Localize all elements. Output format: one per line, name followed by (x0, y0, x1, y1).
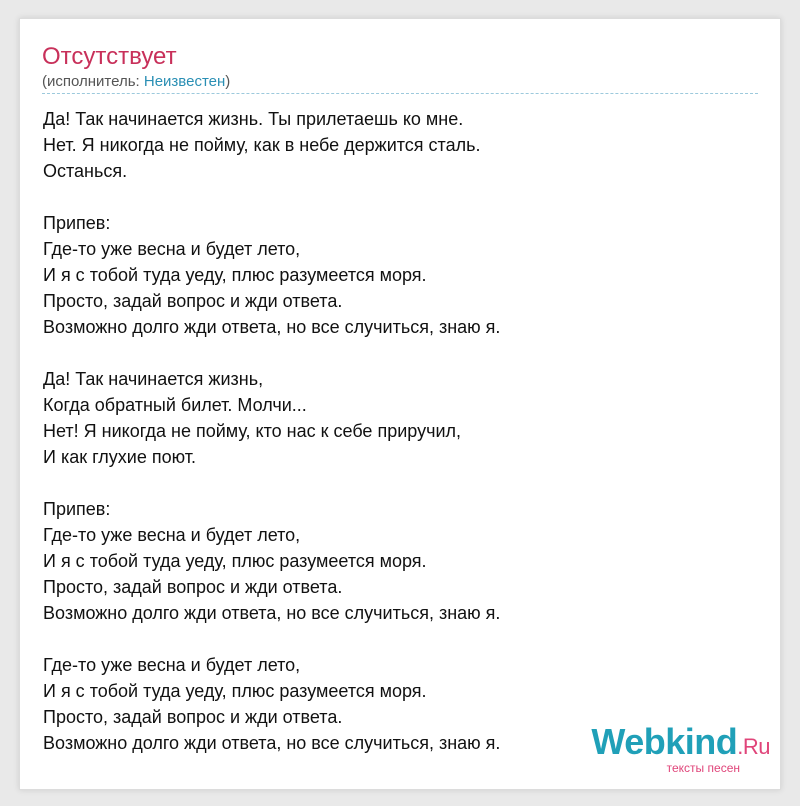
lyric-line: Да! Так начинается жизнь. Ты прилетаешь ко мне. (43, 109, 464, 129)
stanza-gap (43, 184, 500, 210)
artist-prefix: (исполнитель: (42, 73, 144, 90)
lyric-line: Нет! Я никогда не пойму, кто нас к себе приручил, (43, 421, 461, 441)
webkind-logo[interactable] (591, 721, 770, 775)
logo-tld: .Ru (737, 734, 770, 759)
lyric-line: Нет. Я никогда не пойму, как в небе держится сталь. (43, 135, 481, 155)
lyric-line: Просто, задай вопрос и жди ответа. (43, 707, 343, 727)
lyrics-text (43, 106, 500, 756)
divider (42, 93, 758, 94)
lyric-line: Припев: (43, 213, 111, 233)
lyrics-card (19, 18, 781, 790)
stanza-gap (43, 470, 500, 496)
artist-suffix: ) (225, 73, 231, 90)
lyric-line: Просто, задай вопрос и жди ответа. (43, 291, 343, 311)
lyric-line: Возможно долго жди ответа, но все случиться, знаю я. (43, 733, 501, 753)
stanza-gap (43, 340, 500, 366)
lyric-line: Останься. (43, 161, 128, 181)
lyric-line: Возможно долго жди ответа, но все случиться, знаю я. (43, 603, 501, 623)
logo-tagline: тексты песен (666, 761, 740, 775)
stanza-gap (43, 626, 500, 652)
lyric-line: И я с тобой туда уеду, плюс разумеется моря. (43, 551, 427, 571)
artist-link[interactable]: Неизвестен (143, 73, 226, 90)
lyric-line: Где-то уже весна и будет лето, (43, 525, 301, 545)
logo-main-text: Webkind (591, 721, 738, 762)
logo-wordmark (591, 721, 770, 765)
lyric-line: Когда обратный билет. Молчи... (43, 395, 307, 415)
artist-line (42, 73, 230, 91)
lyric-line: Где-то уже весна и будет лето, (43, 239, 301, 259)
lyric-line: И я с тобой туда уеду, плюс разумеется моря. (43, 681, 427, 701)
lyric-line: Где-то уже весна и будет лето, (43, 655, 301, 675)
lyric-line: Припев: (43, 499, 111, 519)
song-title: Отсутствует (42, 43, 177, 70)
lyric-line: И я с тобой туда уеду, плюс разумеется моря. (43, 265, 427, 285)
lyric-line: Просто, задай вопрос и жди ответа. (43, 577, 343, 597)
lyric-line: Да! Так начинается жизнь, (43, 369, 264, 389)
lyric-line: Возможно долго жди ответа, но все случиться, знаю я. (43, 317, 501, 337)
lyric-line: И как глухие поют. (43, 447, 196, 467)
